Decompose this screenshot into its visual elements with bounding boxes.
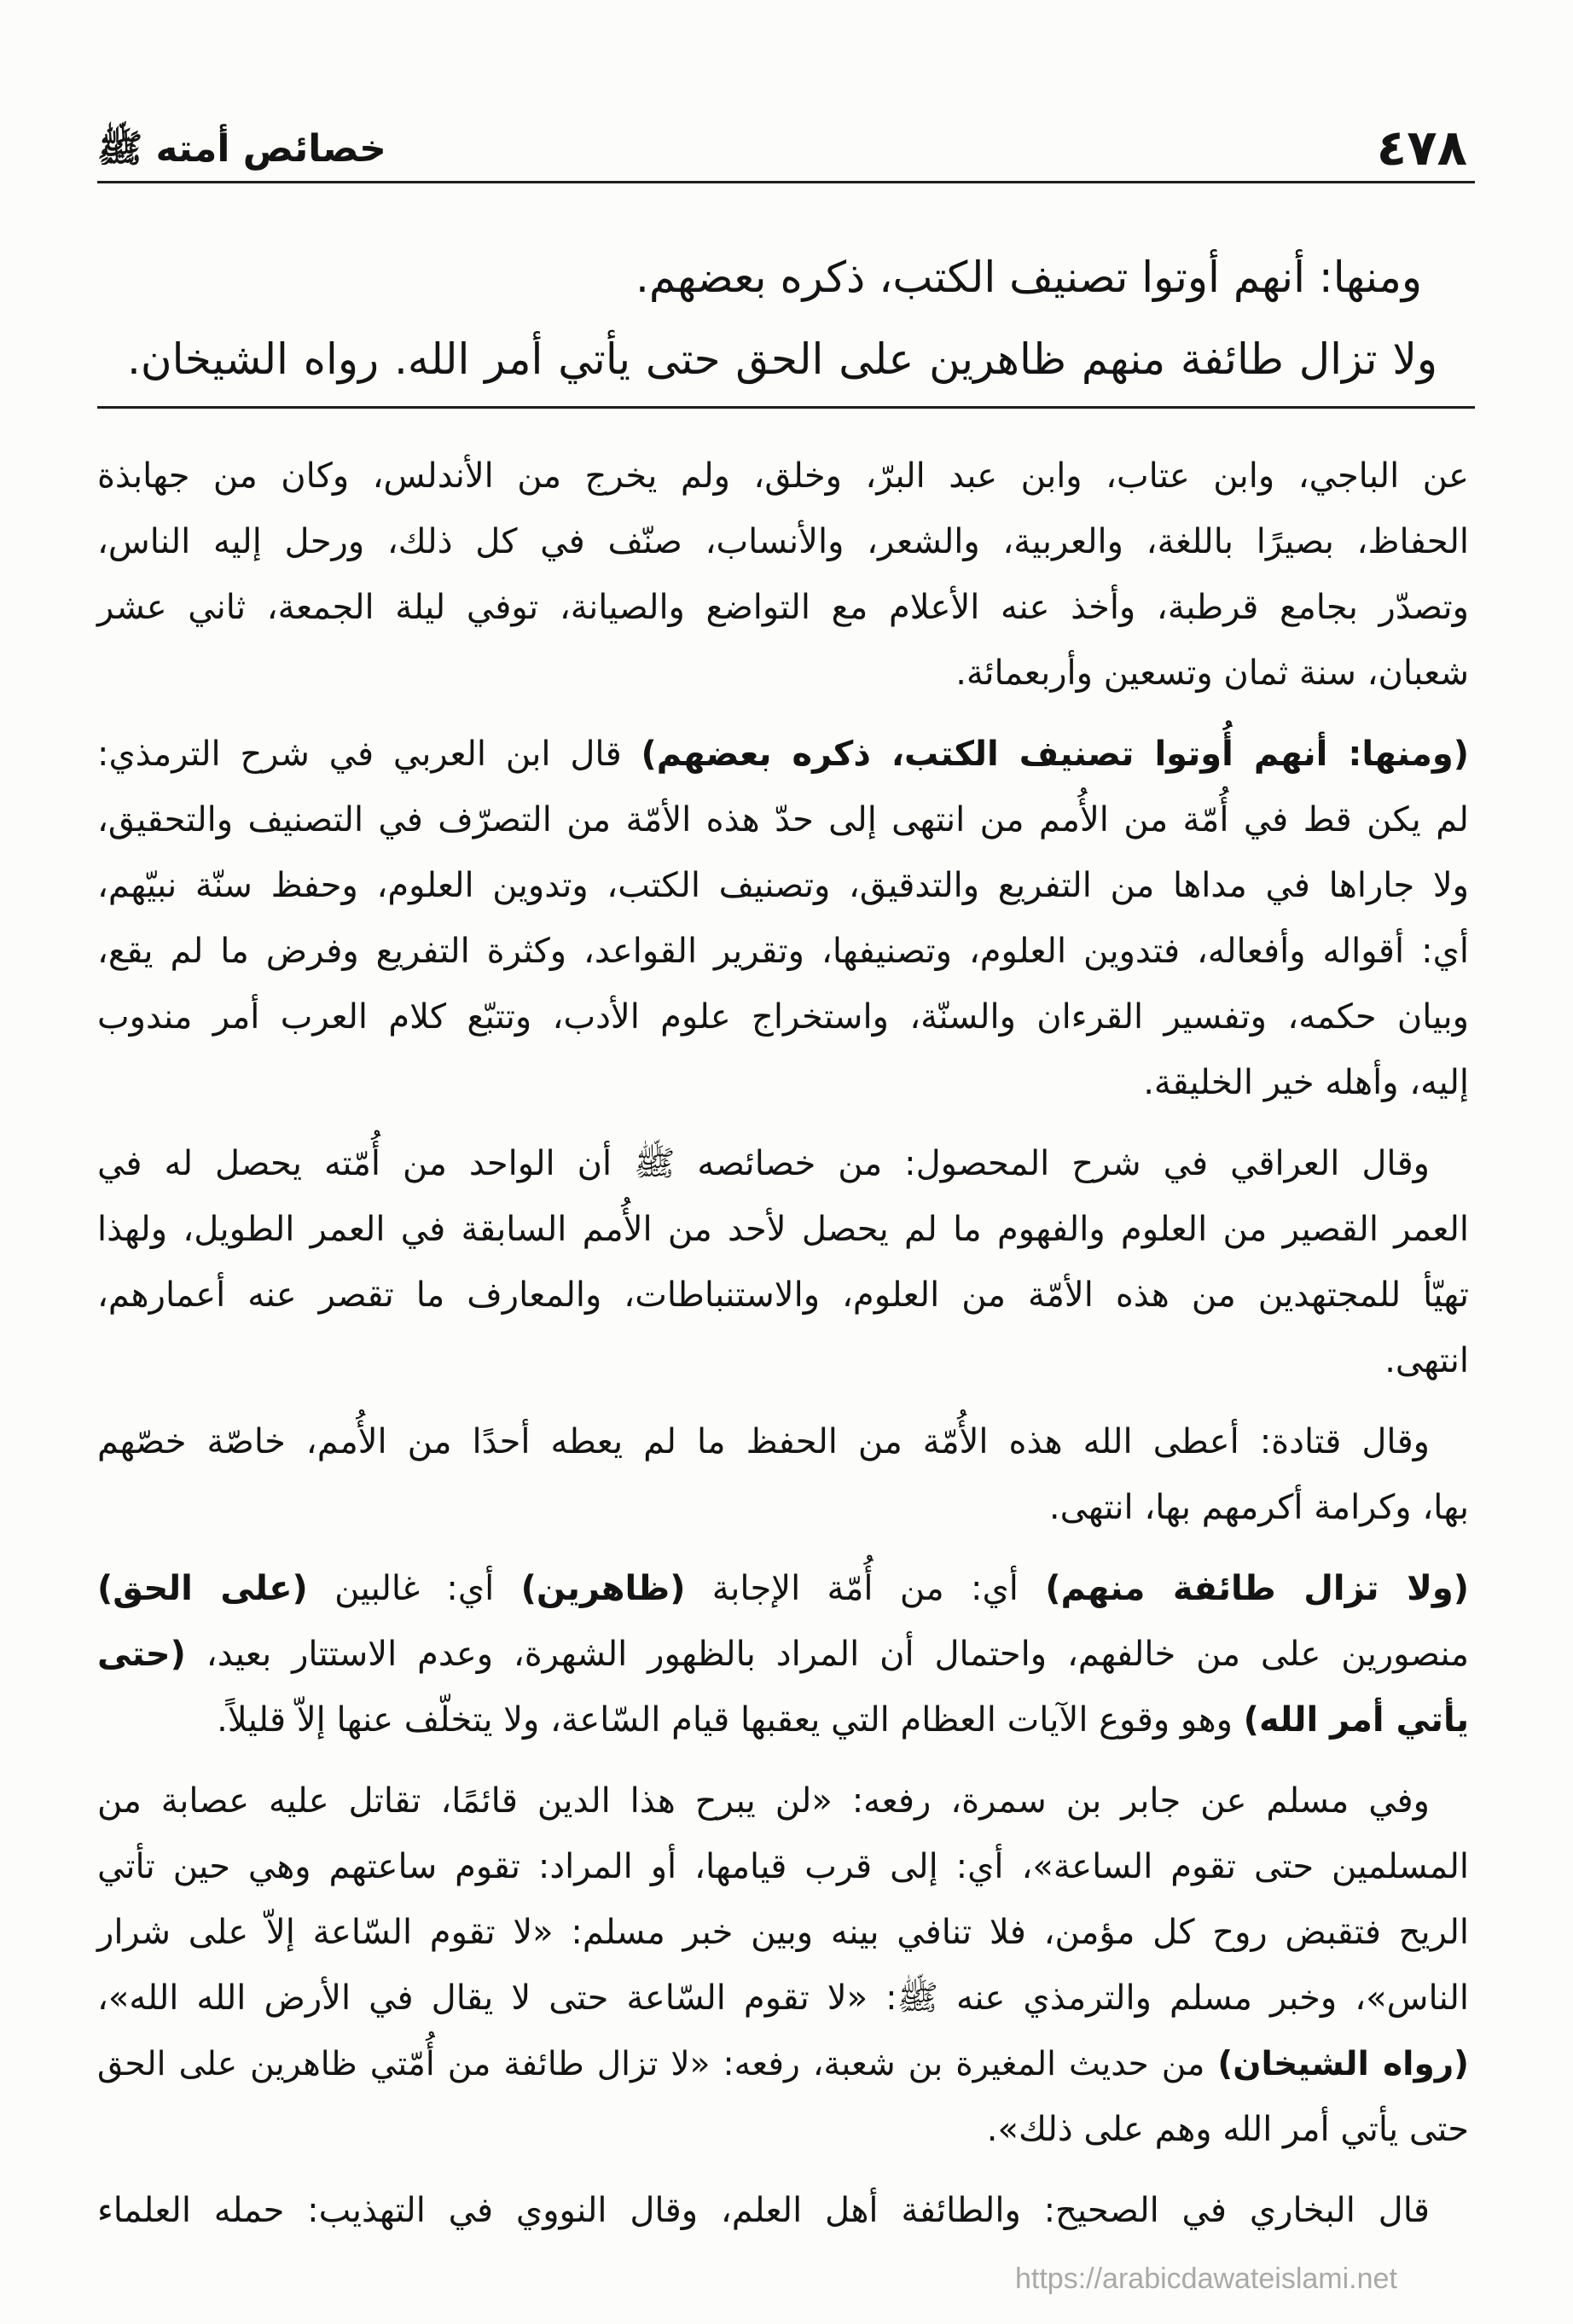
matn-lemma: (حتى	[97, 1635, 186, 1674]
text-segment: منصورين على من خالفهم، واحتمال أن المراد بالظهور الشهرة، وعدم الاستتار بعيد،	[185, 1635, 1469, 1674]
text-segment: وقال قتادة: أعطى الله هذه الأُمّة من الحفظ ما لم يعطه أحدًا من الأُمم، خاصّة خصّهم	[97, 1422, 1430, 1461]
text-line	[97, 641, 1469, 706]
text-line	[97, 1131, 1469, 1197]
running-title: خصائص أمته ﷺ	[97, 127, 386, 171]
text-segment: الحفاظ، بصيرًا باللغة، والعربية، والشعر، والأنساب، صنّف في كل ذلك، ورحل إليه الناس،	[97, 522, 1469, 561]
text-line	[97, 2178, 1469, 2244]
text-segment: وفي مسلم عن جابر بن سمرة، رفعه: «لن يبرح هذا الدين قائمًا، تقاتل عليه عصابة من	[97, 1781, 1430, 1821]
text-line	[97, 2097, 1469, 2163]
commentary-paragraph	[97, 722, 1469, 1116]
text-line	[97, 1556, 1469, 1622]
text-line	[97, 509, 1469, 575]
matn-lemma: يأتي أمر الله)	[1243, 1700, 1469, 1740]
text-segment: المسلمين حتى تقوم الساعة»، أي: إلى قرب قيامها، أو المراد: تقوم ساعتهم وهي حين تأتي	[97, 1847, 1469, 1886]
text-line	[97, 787, 1469, 853]
text-line	[97, 853, 1469, 919]
text-segment: تهيّأ للمجتهدين من هذه الأمّة من العلوم، والاستنباطات، والمعارف ما تقصر عنه أعمارهم،	[97, 1275, 1469, 1315]
matn-lemma: (ومنها: أنهم أُوتوا تصنيف الكتب، ذكره بعضهم)	[641, 735, 1469, 774]
commentary-text	[97, 444, 1469, 2244]
text-line	[97, 1263, 1469, 1328]
text-segment: وبيان حكمه، وتفسير القرءان والسنّة، واستخراج علوم الأدب، وتتبّع كلام العرب أمر مندوب	[97, 997, 1469, 1037]
text-segment: العمر القصير من العلوم والفهوم ما لم يحصل لأحد من الأُمم السابقة في العمر الطويل، ولهذا	[97, 1210, 1469, 1249]
text-line	[97, 444, 1469, 509]
text-line	[97, 1409, 1469, 1475]
text-segment: إليه، وأهله خير الخليقة.	[1143, 1063, 1469, 1102]
text-line	[97, 1834, 1469, 1900]
text-segment: أي: من أُمّة الإجابة	[685, 1569, 1046, 1608]
commentary-paragraph	[97, 444, 1469, 706]
commentary-paragraph	[97, 1131, 1469, 1394]
text-segment: لم يكن قط في أُمّة من الأُمم من انتهى إلى حدّ هذه الأمّة من التصرّف في التصنيف والتحقيق،	[97, 800, 1469, 840]
matn-lemma: (رواه الشيخان)	[1217, 2045, 1470, 2083]
text-line	[97, 1197, 1469, 1263]
text-line	[97, 2031, 1469, 2097]
text-segment: انتهى.	[1384, 1341, 1469, 1380]
text-line	[97, 575, 1469, 641]
watermark-url: https://arabicdawateislami.net	[1015, 2263, 1397, 2295]
text-line	[97, 919, 1469, 985]
text-line	[97, 1328, 1469, 1394]
text-segment: وقال العراقي في شرح المحصول: من خصائصه ﷺ أن الواحد من أُمّته يحصل له في	[97, 1144, 1430, 1183]
text-segment: عن الباجي، وابن عتاب، وابن عبد البرّ، وخلق، ولم يخرج من الأندلس، وكان من جهابذة	[97, 456, 1469, 496]
text-line	[97, 722, 1469, 787]
page-number: ٤٧٨	[1376, 119, 1467, 177]
matn-separator-rule	[97, 406, 1475, 409]
matn-lemma: (على الحق)	[97, 1569, 308, 1608]
text-line	[97, 1900, 1469, 1966]
commentary-paragraph	[97, 1556, 1469, 1753]
text-segment: حتى يأتي أمر الله وهم على ذلك».	[986, 2110, 1469, 2149]
text-segment: أي: غالبين	[307, 1569, 521, 1608]
text-segment: ولا جاراها في مداها من التفريع والتدقيق، وتصنيف الكتب، وتدوين العلوم، وحفظ سنّة نبيّهم،	[97, 866, 1469, 905]
text-segment: الريح فتقبض روح كل مؤمن، فلا تنافي بينه وبين خبر مسلم: «لا تقوم السّاعة إلاّ على شرار	[97, 1913, 1469, 1952]
text-line	[97, 1050, 1469, 1116]
text-segment: شعبان، سنة ثمان وتسعين وأربعمائة.	[955, 654, 1469, 693]
matn-text	[127, 236, 1437, 400]
text-line	[97, 1688, 1469, 1753]
text-segment: وهو وقوع الآيات العظام التي يعقبها قيام السّاعة، ولا يتخلّف عنها إلاّ قليلاً.	[217, 1700, 1244, 1740]
commentary-paragraph	[97, 1769, 1469, 2163]
commentary-paragraph	[97, 2178, 1469, 2244]
text-line	[97, 1769, 1469, 1834]
text-line	[97, 1475, 1469, 1541]
text-segment: من حديث المغيرة بن شعبة، رفعه: «لا تزال طائفة من أُمّتي ظاهرين على الحق	[97, 2045, 1218, 2083]
matn-line: ولا تزال طائفة منهم ظاهرين على الحق حتى يأتي أمر الله. رواه الشيخان.	[127, 334, 1437, 384]
matn-lemma: (ظاهرين)	[520, 1569, 686, 1608]
text-segment: وتصدّر بجامع قرطبة، وأخذ عنه الأعلام مع التواضع والصيانة، توفي ليلة الجمعة، ثاني عشر	[97, 588, 1469, 627]
text-segment: الناس»، وخبر مسلم والترمذي عنه ﷺ: «لا تقوم السّاعة حتى لا يقال في الأرض الله الله»،	[97, 1978, 1469, 2018]
matn-lemma: (ولا تزال طائفة منهم)	[1045, 1569, 1469, 1608]
text-segment: قال البخاري في الصحيح: والطائفة أهل العلم، وقال النووي في التهذيب: حمله العلماء	[97, 2191, 1430, 2230]
text-segment: قال ابن العربي في شرح الترمذي:	[97, 735, 641, 774]
text-segment: بها، وكرامة أكرمهم بها، انتهى.	[1048, 1488, 1469, 1527]
text-segment: أي: أقواله وأفعاله، فتدوين العلوم، وتصنيفها، وتقرير القواعد، وكثرة التفريع وفرض ما لم يقع،	[97, 932, 1469, 971]
text-line	[97, 1966, 1469, 2031]
commentary-paragraph	[97, 1409, 1469, 1541]
matn-line: ومنها: أنهم أوتوا تصنيف الكتب، ذكره بعضهم.	[635, 253, 1422, 302]
text-line	[97, 985, 1469, 1050]
text-line	[97, 1622, 1469, 1688]
header-rule	[97, 181, 1475, 183]
